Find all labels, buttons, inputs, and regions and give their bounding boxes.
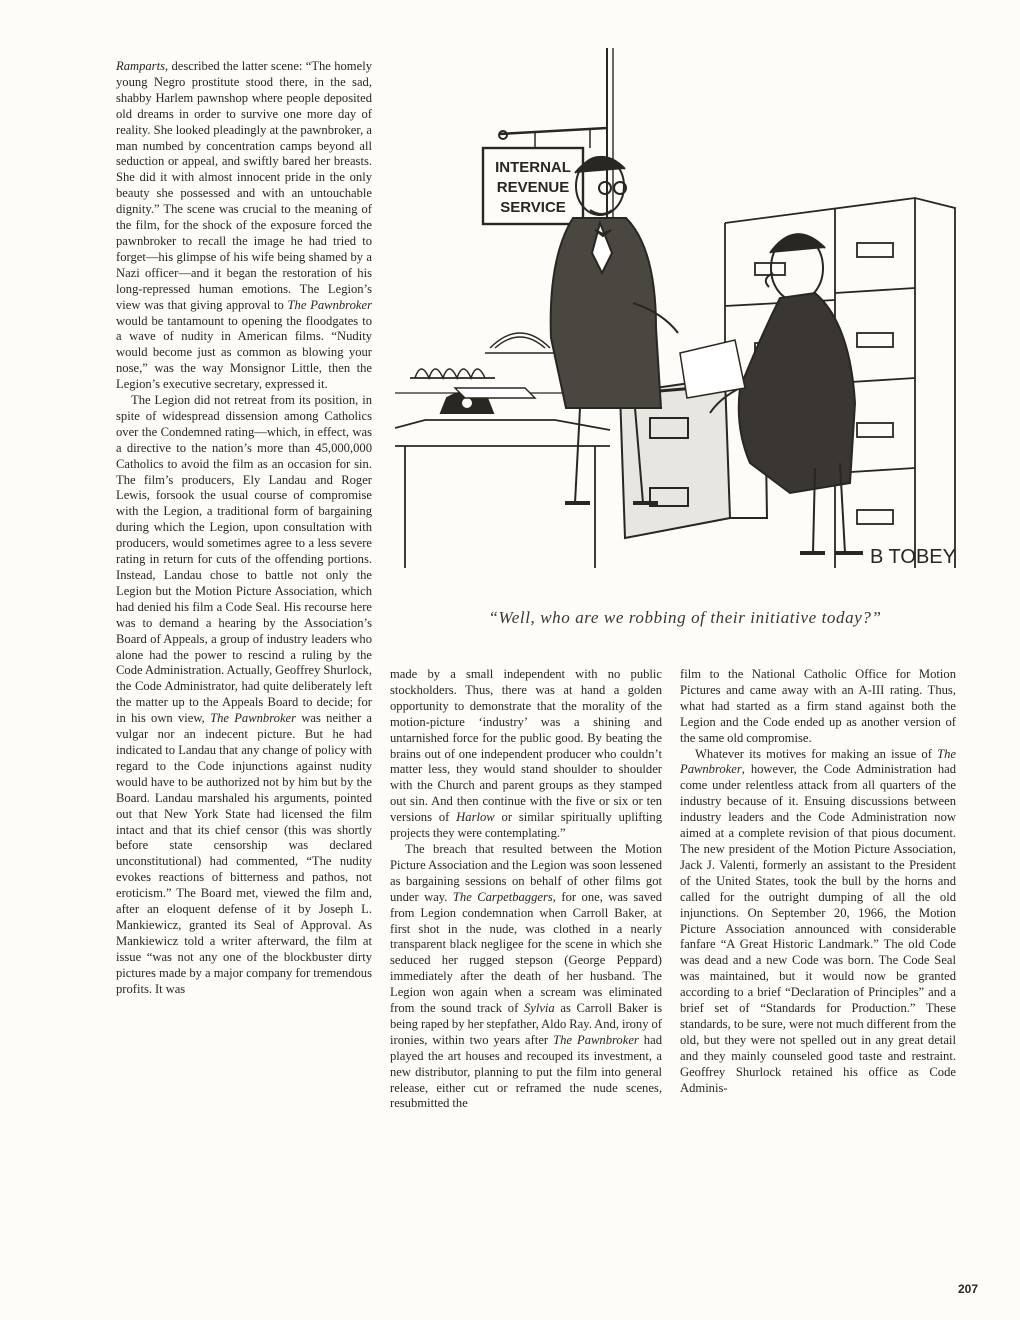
sign-text-line3: SERVICE — [500, 199, 566, 216]
text-run: , described the latter scene: “The homely young Negro prostitute stood there, in the sad, shabby Harlem pawnshop where people deposited old dreams in order to survive one more day of reality. She looked pleadingly at the pawnbroker, a man numbed by concentration camps beyond all seduction or appeal, and swiftly bared her breasts. She did it with almost innocent pride in the only beauty she possessed and with an untouchable dignity.” The scene was crucial to the meaning of the film, for the shock of the exposure forced the pawnbroker to recall the image he had tried to forget—his glimpse of his wife being shamed by a Nazi officer—and it began the restoration of his long-repressed human emotions. The Legion’s view was that giving approval to — [116, 59, 372, 312]
text-run: , for one, was saved from Legion condemnation when Carroll Baker, at first shot in the nude, was clothed in a nearly transparent black negligee for the scene in which she seduced her rugged stepson (George Peppard) immediately after the death of her husband. The Legion won again when a scream was eliminated from the sound track of — [390, 889, 663, 1016]
artist-signature: B TOBEY — [870, 546, 956, 568]
paragraph — [390, 667, 662, 842]
italic-title: The Carpetbaggers — [452, 889, 553, 904]
text-column-middle — [390, 667, 662, 1112]
italic-title: The Pawnbroker — [553, 1032, 639, 1047]
man-in-suit — [710, 234, 863, 553]
text-run: The Legion did not retreat from its position, in spite of widespread dissension among Catholics over the Condemned rating—which, in effect, was a directive to the nation’s more than 45,000,000 Catholics to avoid the film as an occasion for sin. The film’s producers, Ely Landau and Roger Lewis, forsook the usual course of compromise with the Legion, a traditional form of bargaining during which the Legion, upon consultation with producers, would sometimes agree to a less severe rating in return for cuts of the offending portions. Instead, Landau chose to battle not only the Legion but the Motion Picture Association, which had denied his film a Code Seal. His recourse here was to demand a hearing by the Association’s Board of Appeals, a group of industry leaders who alone had the power to rescind a ruling by the Code Administration. Actually, Geoffrey Shurlock, the Code Administrator, had quite deliberately left the matter up to the Appeals Board to decide; for in his own view, — [116, 393, 372, 726]
page-number: 207 — [958, 1282, 979, 1296]
paragraph — [390, 842, 662, 1112]
italic-title: The Pawnbroker — [210, 711, 297, 726]
text-column-right — [680, 667, 956, 1096]
italic-title: The Pawnbroker — [287, 297, 372, 312]
text-column-left — [116, 59, 372, 997]
text-run: had played the art houses and recouped its investment, a new distributor, planning to put the film into general release, either cut or reframed the nude scenes, resubmitted the — [390, 1032, 662, 1111]
text-run: would be tantamount to opening the floodgates to a wave of nudity in American films. “Nudity would become just as common as blowing your nose,” was the way Monsignor Little, then the Legion’s executive secretary, expressed it. — [116, 313, 372, 392]
sign-text-line2: REVENUE — [496, 179, 570, 196]
held-papers — [680, 340, 745, 398]
italic-title: Ramparts — [116, 59, 165, 73]
paragraph — [680, 747, 956, 1097]
cartoon-caption: “Well, who are we robbing of their initiative today?” — [488, 608, 882, 627]
italic-title: The Pawnbroker — [680, 746, 956, 777]
text-run: , however, the Code Administration had come under relentless attack from all quarters of the industry because of it. Ensuing discussions between industry leaders and the Code Administration now aimed at a complete revision of that pious document. The new president of the Motion Picture Association, Jack J. Valenti, formerly an assistant to the President of the United States, took the bull by the horns and called for the outright dumping of all the old injunctions. On September 20, 1966, the Motion Picture Association announced with considerable fanfare “A Great Historic Landmark.” The old Code was dead and a new Code was born. The Code Seal was maintained, but it would now be granted according to a brief “Declaration of Principles” and a brief set of “Standards for Production.” These standards, to be sure, were not much different from the old, but they were not spelled out in any great detail and they mainly counseled good taste and restraint. Geoffrey Shurlock retained his office as Code Adminis- — [680, 762, 956, 1095]
paragraph — [116, 59, 372, 393]
cartoon-illustration — [395, 48, 975, 603]
sign-text-line1: INTERNAL — [495, 159, 571, 176]
paragraph — [116, 393, 372, 997]
text-run: or similar spiritually uplifting projects they were contemplating.” — [390, 810, 662, 841]
text-run: made by a small independent with no public stockholders. Thus, there was at hand a golden opportunity to demonstrate that the morality of the motion-picture ‘industry’ was a shining and untarnished force for the public good. By beating the brains out of one independent producer who couldn’t matter less, they would stand shoulder to shoulder with the Church and parent groups as they stamped out sin. And then continue with the five or six or ten versions of — [390, 667, 662, 825]
sign-bracket — [500, 128, 607, 134]
text-run: was neither a vulgar nor an indecent picture. But he had indicated to Landau that any change of policy with regard to the Code injunctions against nudity would have to be authorized not by him but by the Board. Landau marshaled his arguments, pointed out that New York State had licensed the film intact and that its chief censor (this was shortly before state censorship was declared unconstitutional) had commented, “The nudity evokes reactions of bitterness and pathos, not eroticism.” The Board met, viewed the film and, after an eloquent defense of it by Joseph L. Mankiewicz, granted its Seal of Approval. As Mankiewicz told a writer afterward, the film at issue “was not any one of the blockbuster dirty pictures made by a major company for tremendous profits. It was — [116, 711, 372, 996]
paragraph: film to the National Catholic Office for Motion Pictures and came away with an A-III rating. Thus, what had started as a firm stand against both the Legion and the Code ended up as another version of the same old compromise. — [680, 667, 956, 745]
document-stack — [455, 333, 560, 398]
italic-title: Sylvia — [523, 1001, 555, 1016]
text-run: as Carroll Baker is being raped by her stepfather, Aldo Ray. And, irony of ironies, within two years after — [390, 1001, 662, 1047]
italic-title: Harlow — [456, 810, 495, 825]
text-run: Whatever its motives for making an issue of — [695, 746, 938, 761]
text-run: The breach that resulted between the Motion Picture Association and the Legion was soon lessened as bargaining sessions on behalf of other films got under way. — [390, 841, 662, 904]
